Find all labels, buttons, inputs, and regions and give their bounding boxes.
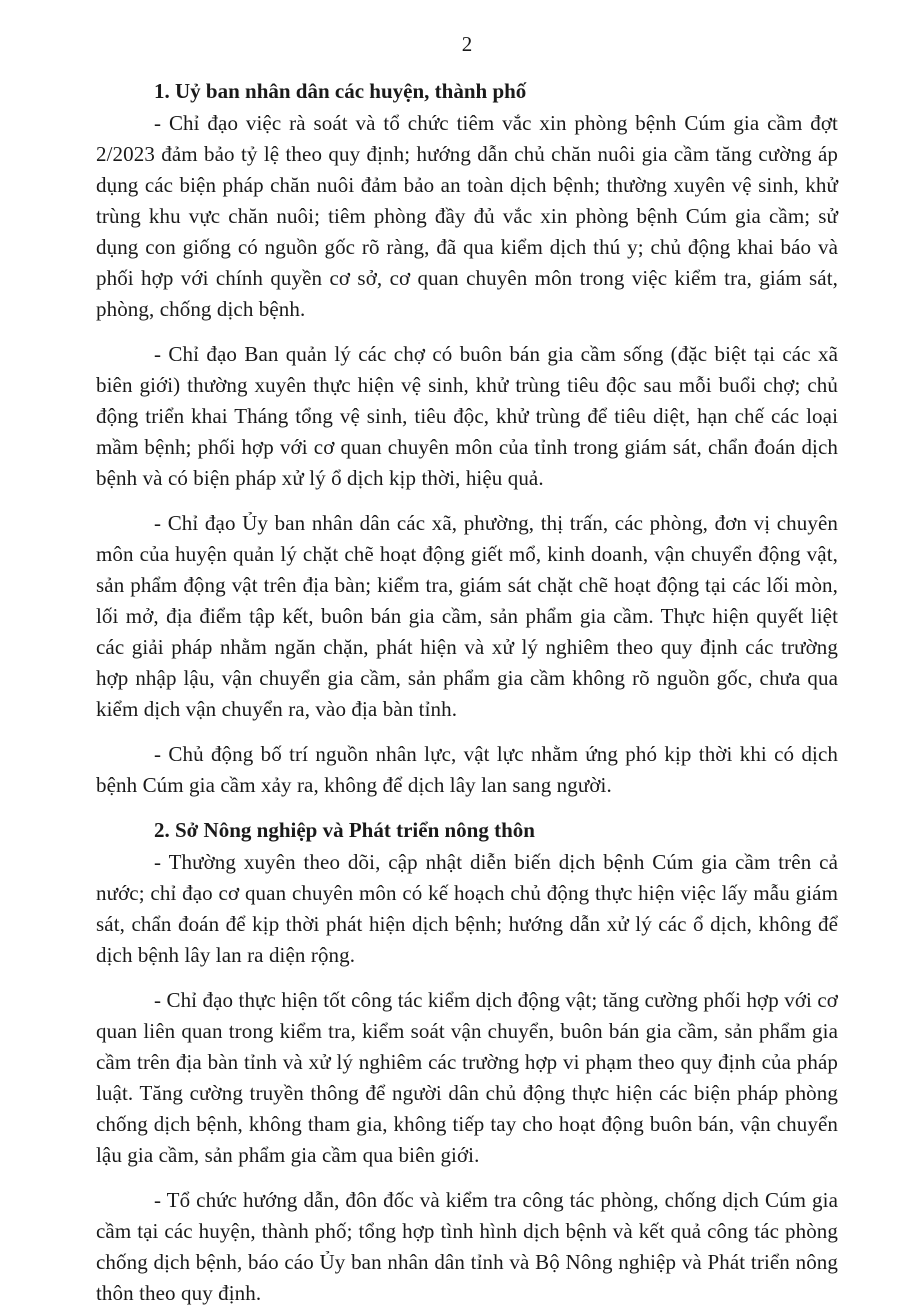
paragraph: - Chỉ đạo Ban quản lý các chợ có buôn bán gia cầm sống (đặc biệt tại các xã biên giới) thường xuyên thực hiện vệ sinh, khử trùng tiêu độc sau mỗi buổi chợ; chủ động triển khai Tháng tổng vệ sinh, tiêu độc, khử trùng để tiêu diệt, hạn chế các loại mầm bệnh; phối hợp với cơ quan chuyên môn của tỉnh trong giám sát, chẩn đoán dịch bệnh và có biện pháp xử lý ổ dịch kịp thời, hiệu quả.	[96, 342, 838, 490]
paragraph: - Chủ động bố trí nguồn nhân lực, vật lực nhằm ứng phó kịp thời khi có dịch bệnh Cúm gia cầm xảy ra, không để dịch lây lan sang người.	[96, 742, 838, 797]
section-district-committees	[96, 76, 838, 801]
paragraph: - Thường xuyên theo dõi, cập nhật diễn biến dịch bệnh Cúm gia cầm trên cả nước; chỉ đạo cơ quan chuyên môn có kế hoạch chủ động thực hiện việc lấy mẫu giám sát, chẩn đoán để kịp thời phát hiện dịch bệnh; hướng dẫn xử lý các ổ dịch, không để dịch bệnh lây lan ra diện rộng.	[96, 850, 838, 967]
section-heading: 1. Uỷ ban nhân dân các huyện, thành phố	[154, 79, 527, 103]
page-number: 2	[461, 32, 473, 56]
paragraph: - Tổ chức hướng dẫn, đôn đốc và kiểm tra công tác phòng, chống dịch Cúm gia cầm tại các huyện, thành phố; tổng hợp tình hình dịch bệnh và kết quả công tác phòng chống dịch bệnh, báo cáo Ủy ban nhân dân tỉnh và Bộ Nông nghiệp và Phát triển nông thôn theo quy định.	[96, 1188, 838, 1305]
paragraph: - Chỉ đạo Ủy ban nhân dân các xã, phường, thị trấn, các phòng, đơn vị chuyên môn của huyện quản lý chặt chẽ hoạt động giết mổ, kinh doanh, vận chuyển động vật, sản phẩm động vật trên địa bàn; kiểm tra, giám sát chặt chẽ hoạt động tại các lối mòn, lối mở, địa điểm tập kết, buôn bán gia cầm, sản phẩm gia cầm. Thực hiện quyết liệt các giải pháp nhằm ngăn chặn, phát hiện và xử lý nghiêm theo quy định các trường hợp nhập lậu, vận chuyển gia cầm, sản phẩm gia cầm không rõ nguồn gốc, chưa qua kiểm dịch vận chuyển ra, vào địa bàn tỉnh.	[96, 511, 838, 721]
paragraph: - Chỉ đạo thực hiện tốt công tác kiểm dịch động vật; tăng cường phối hợp với cơ quan liên quan trong kiểm tra, kiểm soát vận chuyển, buôn bán gia cầm, sản phẩm gia cầm trên địa bàn tỉnh và xử lý nghiêm các trường hợp vi phạm theo quy định của pháp luật. Tăng cường truyền thông để người dân chủ động thực hiện các biện pháp phòng chống dịch bệnh, không tham gia, không tiếp tay cho hoạt động buôn bán, vận chuyển lậu gia cầm, sản phẩm gia cầm qua biên giới.	[96, 988, 838, 1167]
section-heading: 2. Sở Nông nghiệp và Phát triển nông thôn	[154, 818, 535, 842]
section-agriculture-department	[96, 815, 838, 1309]
paragraph: - Chỉ đạo việc rà soát và tổ chức tiêm vắc xin phòng bệnh Cúm gia cầm đợt 2/2023 đảm bảo tỷ lệ theo quy định; hướng dẫn chủ chăn nuôi gia cầm tăng cường áp dụng các biện pháp chăn nuôi đảm bảo an toàn dịch bệnh; thường xuyên vệ sinh, khử trùng khu vực chăn nuôi; tiêm phòng đầy đủ vắc xin phòng bệnh Cúm gia cầm; sử dụng con giống có nguồn gốc rõ ràng, đã qua kiểm dịch thú y; chủ động khai báo và phối hợp với chính quyền cơ sở, cơ quan chuyên môn trong việc kiểm tra, giám sát, phòng, chống dịch bệnh.	[96, 111, 838, 321]
